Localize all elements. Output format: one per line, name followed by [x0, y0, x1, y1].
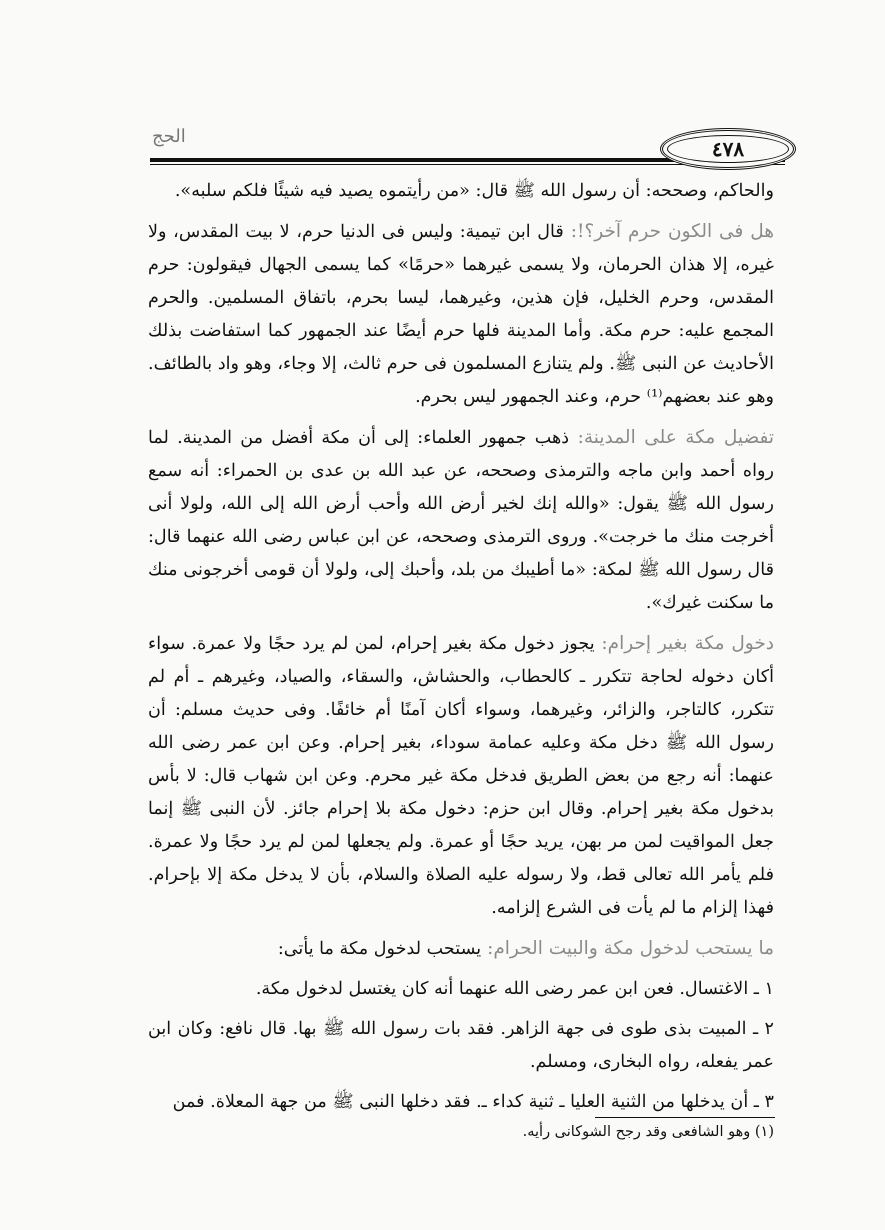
paragraph-text: يجوز دخول مكة بغير إحرام، لمن لم يرد حجًا ولا عمرة. سواء أكان دخوله لحاجة تتكرر ـ كالحطاب، والحشاش، والسقاء، والصياد، وغيرهم ـ أم لم تتكرر، كالتاجر، والزائر، وغيرهما، وسواء أكان آمنًا أم خائفًا. وفى حديث مسلم: أن رسول الله ﷺ دخل مكة وعليه عمامة سوداء، بغير إحرام. وعن ابن عمر رضى الله عنهما: أنه رجع من بعض الطريق فدخل مكة غير محرم. وعن ابن شهاب قال: لا بأس بدخول مكة بغير إحرام. وقال ابن حزم: دخول مكة بلا إحرام جائز. لأن النبى ﷺ إنما جعل المواقيت لمن مر بهن، يريد حجًا أو عمرة. ولم يجعلها لمن لم يرد حجًا ولا عمرة. فلم يأمر الله تعالى قط، ولا رسوله عليه الصلاة والسلام، بأن لا يدخل مكة إلا بإحرام. فهذا إلزام ما لم يأت فى الشرع إلزامه.	[148, 634, 774, 918]
page-number-badge	[660, 128, 796, 170]
section-heading: ما يستحب لدخول مكة والبيت الحرام:	[481, 938, 774, 959]
list-item	[148, 1013, 774, 1079]
paragraph-text: قال ابن تيمية: وليس فى الدنيا حرم، لا بيت المقدس، ولا غيره، إلا هذان الحرمان، ولا يسمى غيرهما «حرمًا» كما يسمى الجهال فيقولون: حرم المقدس، وحرم الخليل، فإن هذين، وغيرهما، ليسا بحرم، باتفاق المسلمين. والحرم المجمع عليه: حرم مكة. وأما المدينة فلها حرم أيضًا عند الجمهور كما استفاضت بذلك الأحاديث عن النبى ﷺ. ولم يتنازع المسلمون فى حرم ثالث، إلا وجاء، وهو واد بالطائف. وهو عند بعضهم⁽¹⁾ حرم، وعند الجمهور ليس بحرم.	[148, 222, 774, 407]
list-item	[148, 1086, 774, 1119]
section-heading: هل فى الكون حرم آخر؟!:	[563, 221, 775, 242]
paragraph-text: والحاكم، وصححه: أن رسول الله ﷺ قال: «من رأيتموه يصيد فيه شيئًا فلكم سلبه».	[174, 181, 774, 201]
footnote: (١) وهو الشافعى وقد رجح الشوكانى رأيه.	[522, 1124, 774, 1140]
list-item-text: ٣ ـ أن يدخلها من الثنية العليا ـ ثنية كداء ـ. فقد دخلها النبى ﷺ من جهة المعلاة. فمن	[172, 1092, 774, 1112]
section-heading: دخول مكة بغير إحرام:	[594, 633, 774, 654]
list-item-text: ١ ـ الاغتسال. فعن ابن عمر رضى الله عنهما أنه كان يغتسل لدخول مكة.	[255, 979, 774, 999]
running-head: الحج	[152, 126, 186, 147]
paragraph	[148, 421, 774, 620]
section-heading: تفضيل مكة على المدينة:	[569, 427, 774, 448]
paragraph	[148, 932, 774, 966]
paragraph-text: ذهب جمهور العلماء: إلى أن مكة أفضل من المدينة. لما رواه أحمد وابن ماجه والترمذى وصححه، عن عبد الله بن عدى بن الحمراء: أنه سمع رسول الله ﷺ يقول: «والله إنك لخير أرض الله وأحب أرض الله إلى الله، ولولا أنى أخرجت منك ما خرجت». وروى الترمذى وصححه، عن ابن عباس رضى الله عنهما قال: قال رسول الله ﷺ لمكة: «ما أطيبك من بلد، وأحبك إلى، ولولا أن قومى أخرجونى منك ما سكنت غيرك».	[148, 428, 774, 613]
paragraph-text: يستحب لدخول مكة ما يأتى:	[277, 939, 482, 959]
paragraph	[148, 215, 774, 414]
paragraph	[148, 627, 774, 925]
footnote-rule	[595, 1117, 775, 1118]
list-item-text: ٢ ـ المبيت بذى طوى فى جهة الزاهر. فقد بات رسول الله ﷺ بها. قال نافع: وكان ابن عمر يفعله، رواه البخارى، ومسلم.	[148, 1019, 774, 1072]
list-item	[148, 973, 774, 1006]
page-number: ٤٧٨	[711, 137, 745, 161]
paragraph	[148, 174, 774, 208]
body-text	[148, 174, 774, 1126]
